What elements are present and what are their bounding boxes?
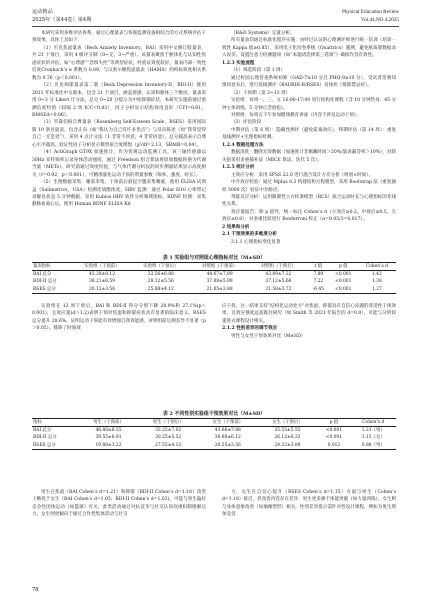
- paragraph: （3）评估阶段: [231, 120, 262, 126]
- paragraph: 所有量表均通过标准化程序实施：由经过认证的心理测评师进行统一培训（培训一致性 Kappa 值≥0.85），采用电子化问卷系统（Qualtrics）施测，避免纸质版数据录入误差。设置注意力检测题项（如“本题请选择第三选项”）确保作答有效性。: [222, 38, 396, 59]
- paragraph: （4）ActiGraph GT9X 加速度计，作为客观运动监测工具，该三轴传感器以 30Hz 采样频率记录身体活动强度，通过 Freedson 组合算法将原始数据转换为代谢当量（METs）。研究前通过效度检验，与气体代谢分析仪的同步测量结果显示高度相关（r=0.92，p＜0.001），可精准量化运动干预的剂量参数（频率、强度、时长）。: [32, 150, 206, 178]
- table-cell: BDI-II 总分: [33, 279, 57, 285]
- table-cell: 1.21（男）: [361, 428, 385, 434]
- table-cell: 0.88（男）: [351, 442, 396, 450]
- table-cell: BAI 总分: [33, 272, 52, 278]
- header-right: [342, 8, 399, 24]
- paragraph: 实验组在 12 周干预后，BAI 和 BDI-II 得分分别下降 28.9%和 27.1%(p＜0.001)，且效应量(d＞1.2)表明干预对焦虑和抑郁症状具有显著的临床意义。RSES 总分提升 28.6%，证明运动干预能有效增强自我效能感，对照组前后测差异不显著（p＞0.05）。排除了时间效: [32, 304, 206, 332]
- bottom-right-column: [222, 489, 396, 519]
- table-cell: 7.89: [313, 272, 324, 278]
- table1-title: 表 1 实验组与对照组心理指标对比（M±SD）: [162, 255, 266, 261]
- table-cell: 46.88±8.55: [95, 428, 122, 434]
- table-cell: 21.58±3.72: [249, 286, 308, 294]
- table-cell: 43.66±7.88: [214, 428, 241, 434]
- body-columns-top: [32, 30, 396, 250]
- table-cell: 24.32±3.89: [258, 442, 318, 450]
- paragraph: 力，女生在自信心提升（RSES Cohen’s d=1.15）方面与男生（Cohen’s d=1.18）接近，但改善内容存在差异：男生更多源于体能突破（如力量训练），女生则与身体意象改善（如瑜伽塑形）相关。性别差异提示需针对性设计课程，例如为男生增加竞技: [222, 490, 396, 518]
- paragraph: （R&D Systems）定量分析。: [231, 31, 295, 36]
- paragraph: （2）贝克抑郁量表第二版（Beck Depression Inventory-II，BDI-II）使用 2011 年标准化中文版本，包含 21 个项目，涵盖情感、认知和躯体三个维度。量表采用 0~3 分 Likert 计分法，总分 0~20 分提示为中度抑郁症状，本研究实施前通过重测信度检验（间隔 2 周 ICC=0.83），因子分析显示结构效度良好（CFI=0.91，RMSEA=0.06）。: [32, 83, 206, 118]
- table-header-cell: 量表指标: [32, 263, 73, 271]
- table-cell: 32.56±6.88: [147, 272, 174, 278]
- table-cell: 1.27: [358, 286, 396, 294]
- table-cell: 37.88±5.98: [206, 279, 233, 285]
- paragraph: 主效应分析：采用 SPSS 22.0 进行混合设计方差分析（组别×时间）。: [231, 172, 373, 178]
- section-heading: 1.2.4 数据处理方法: [222, 142, 264, 148]
- table-cell: 28.12±5.56: [147, 279, 174, 285]
- table-cell: 21.05±3.88: [190, 286, 249, 294]
- table-cell: 37.12±5.66: [265, 279, 292, 285]
- table-header-cell: Cohen’s d: [358, 263, 396, 271]
- left-column: [32, 30, 206, 209]
- section-heading: 2.1.2 性别差异的调节效应: [222, 326, 278, 332]
- table-row: [32, 271, 396, 279]
- body-columns-bottom: [32, 489, 396, 579]
- paragraph: 对照组：每周五下午参加健康教育讲座（内容不涉及运动干预）。: [231, 112, 361, 118]
- section-heading: 1.2.3 实验流程: [222, 60, 255, 66]
- table-cell: 27.55±4.12: [138, 442, 198, 450]
- table-row: [32, 286, 396, 294]
- table-cell: <0.001: [325, 428, 343, 434]
- paragraph: 通过校园心理普查系统初筛（GAD-7≥10 分且 PHQ-9≥10 分），受试者签署知情同意书后，进行基线测评（BAI/BDI-II/RSES）及体检（排除禁忌症）。: [222, 75, 396, 89]
- section-heading: 1.2.5 统计分析: [222, 165, 255, 171]
- paragraph: 2.1.1 心理指标变化显著: [231, 239, 281, 245]
- table-cell: <0.001: [335, 279, 352, 285]
- journal-title-cn: 运动精品: [32, 9, 53, 15]
- paragraph: （1）筛选阶段（第 1 周）: [231, 68, 286, 74]
- table-header-cell: 男生（干预后）: [138, 419, 198, 427]
- middle-right-column: [222, 303, 396, 340]
- table-cell: -6.45: [308, 286, 329, 294]
- table-cell: 1.15（女）: [361, 435, 385, 441]
- table-cell: 45.28±8.12: [88, 272, 115, 278]
- table-cell: 33.25±7.02: [155, 428, 182, 434]
- table-cell: 43.89±7.22: [265, 272, 292, 278]
- table-cell: 19.88±3.22: [79, 442, 139, 450]
- header-left: [32, 8, 91, 24]
- issue-en: Vol.44,NO.4.2025: [361, 17, 399, 23]
- paragraph: 应干扰。这一结果支持“结构化运动处方”对焦虑、抑郁具有自信心问题的普适性干预效果，且效应强度远超既往研究（如 Smith 等 2021 年报告的 d=0.8），可能与分阶段递进式课程设计相关。: [222, 304, 396, 324]
- section-heading: 2 结果和分析: [222, 224, 250, 230]
- table-cell: 20.12±3.56: [73, 286, 132, 294]
- paragraph: 男性与女性干预效果对比（M±SD）: [231, 333, 306, 339]
- table-header-cell: 实验组（干预后）: [131, 263, 190, 271]
- paragraph: 本研究采用多维评估体系，通过心理量表与客观监测设备相结合的方式系统评估干预效果，具体工具如下：: [32, 31, 206, 44]
- table-header-cell: 女生（干预后）: [258, 419, 318, 427]
- table-cell: 1.38: [371, 279, 382, 285]
- table1: [32, 262, 396, 294]
- paragraph: 中期评估（第 6 周）：隐蔽性测评（避免霍桑效应），终期评估（第 14 周）：重复基线测评+生理指标检测。: [222, 127, 396, 141]
- table-cell: 35.55±5.55: [274, 428, 301, 434]
- journal-title-en: Physical Education Review: [341, 9, 399, 15]
- table-header-cell: Cohen’s d: [351, 419, 396, 427]
- table-cell: 7.22: [313, 279, 324, 285]
- table-row: [32, 434, 396, 441]
- table-cell: RSES 总分: [32, 442, 79, 450]
- table-cell: 1.42: [371, 272, 382, 278]
- paragraph: 实验组：每周一、三、五 16:00-17:00 进行结构化课程（含 10 分钟热身、45 分钟主体训练、5 分钟正念放松）。: [222, 98, 396, 111]
- table-cell: <0.001: [329, 286, 358, 294]
- paragraph: 男生在焦虑（BAI Cohen’s d=1.21）和抑郁（BDI-II Cohen’s d=1.18）改善上略优于女生（BAI Cohen’s d=1.05；BDI-II Cohen’s d=1.02)，可能与男生偏好竞争性团体运动（如篮球）有关，此类活动通过对抗竞争与社交认同双重机制缓解压力。女生则更倾向于通过合作性集体活动与社交: [32, 490, 206, 518]
- table-header-cell: 男生（干预前）: [79, 419, 139, 427]
- paragraph: 中介效应检验：通过 Mplus 8.3 构建结构方程模型，采用 Bootstrap 法（重复抽样 5000 次）验证中介路径。: [222, 180, 397, 193]
- header-rule: [32, 26, 399, 27]
- paragraph: （2）干预期（第 2~13 周）: [231, 90, 291, 96]
- table-cell: <0.001: [335, 272, 352, 278]
- table-header-cell: 对照组（干预前）: [190, 263, 249, 271]
- table-cell: 20.55±3.56: [198, 442, 258, 450]
- table2-title: 表 2 不同性别实验组干预效果对比（M±SD）: [162, 411, 266, 417]
- table-cell: RSES 总分: [32, 286, 73, 294]
- table-header-cell: p 值: [317, 419, 350, 427]
- table-row: [32, 427, 396, 435]
- table-cell: BDI-II 总分: [33, 435, 57, 441]
- paragraph: （3）罗森伯格自尊量表（Rosenberg Self-Esteem Scale，RSES）采用国际版 10 条目量表，包含正向（如“我认为自己有许多优点”）与反向陈述（如“我常觉得自己一无是处”），采用 4 点计分法（1 非常不同意，4 非常同意），总分越高表示自尊心水平越高。验证性因子分析显示模型拟合度理想（χ²/df=2.13，SRMR=0.04）。: [32, 120, 206, 148]
- table-cell: 0.012: [317, 442, 350, 450]
- table-header-cell: t 值: [308, 263, 329, 271]
- body-columns-middle: [32, 303, 396, 375]
- table-row: [32, 442, 396, 450]
- table-header-cell: 对照组（干预后）: [249, 263, 308, 271]
- table-cell: 38.21±6.59: [88, 279, 115, 285]
- right-column: [222, 30, 396, 246]
- table-cell: 26.12±6.33: [274, 435, 301, 441]
- table2: [32, 418, 396, 450]
- middle-left-column: [32, 303, 206, 333]
- table-header-cell: 女生（干预前）: [198, 419, 258, 427]
- issue-cn: 2025年（第44卷）第4期: [32, 17, 92, 23]
- table-header-cell: 指标: [32, 419, 79, 427]
- table-cell: 25.88±4.12: [131, 286, 190, 294]
- paragraph: （5）生理数据采集：睡前采集，干预前后晨起空腹采集唾液，使用 ELISA 试剂盒（Salimetrics，USA）检测皮质醇浓度，HRV 监测：通过 Polar H10 心率带记录静息状态 5 分钟数据，采用 Kubios HRV 软件分析频域指标。BDNF 检测：采集静脉血离心后，使用 Human BDNF ELISA Kit: [32, 180, 206, 208]
- table-row: [32, 278, 396, 285]
- paragraph: 数据清洗：删除无效数据（加速度计非佩戴时间＞20%/量表漏答率＞10%），对缺失值采用多重插补法（MICE 算法，迭代 5 次）。: [222, 150, 396, 163]
- paragraph: 剂量反应分析：运用限制性立方样条模型（RCS）拟合运动时长与心理指标的非线性关系。: [222, 194, 396, 208]
- table-cell: 44.67±7.89: [206, 272, 233, 278]
- table-header-cell: 实验组（干预前）: [73, 263, 132, 271]
- table-header-cell: p 值: [329, 263, 358, 271]
- page-number: 78: [32, 586, 39, 593]
- table-cell: BAI 总分: [33, 428, 52, 434]
- table-cell: 36.88±6.12: [214, 435, 241, 441]
- table-cell: 30.25±5.52: [155, 435, 182, 441]
- bottom-left-column: [32, 489, 206, 519]
- paragraph: （1）贝克焦虑量表（Beck Anxiety Inventory，BAI）采用中文修订版量表，共 21 个条目，采用 4 级评分制（0~无，3~严重）。该量表聚焦于躯体化与认知性焦虑症状的评估，如“心悸感”“恐惧失控”等典型症状，经验证效度较好，量表内部一致性信度Cronbach’s α 系数为 0.89，与汉密尔顿焦虑量表（HAMA）的校标效度相关系数为 0.76（p＜0.001）。: [32, 45, 206, 81]
- paragraph: 效应量报告：除 p 值外，统一标注 Cohen’s d（小效应≥0.2，中效应≥0.5，大效应≥0.8），对多重比较进行 Bonferroni 校正（α=0.05/3=0.017）。: [222, 209, 396, 223]
- table-cell: <0.001: [325, 435, 343, 441]
- table-cell: 39.55±6.91: [95, 435, 122, 441]
- section-heading: 2.1 干预效果的多维度分析: [222, 232, 277, 238]
